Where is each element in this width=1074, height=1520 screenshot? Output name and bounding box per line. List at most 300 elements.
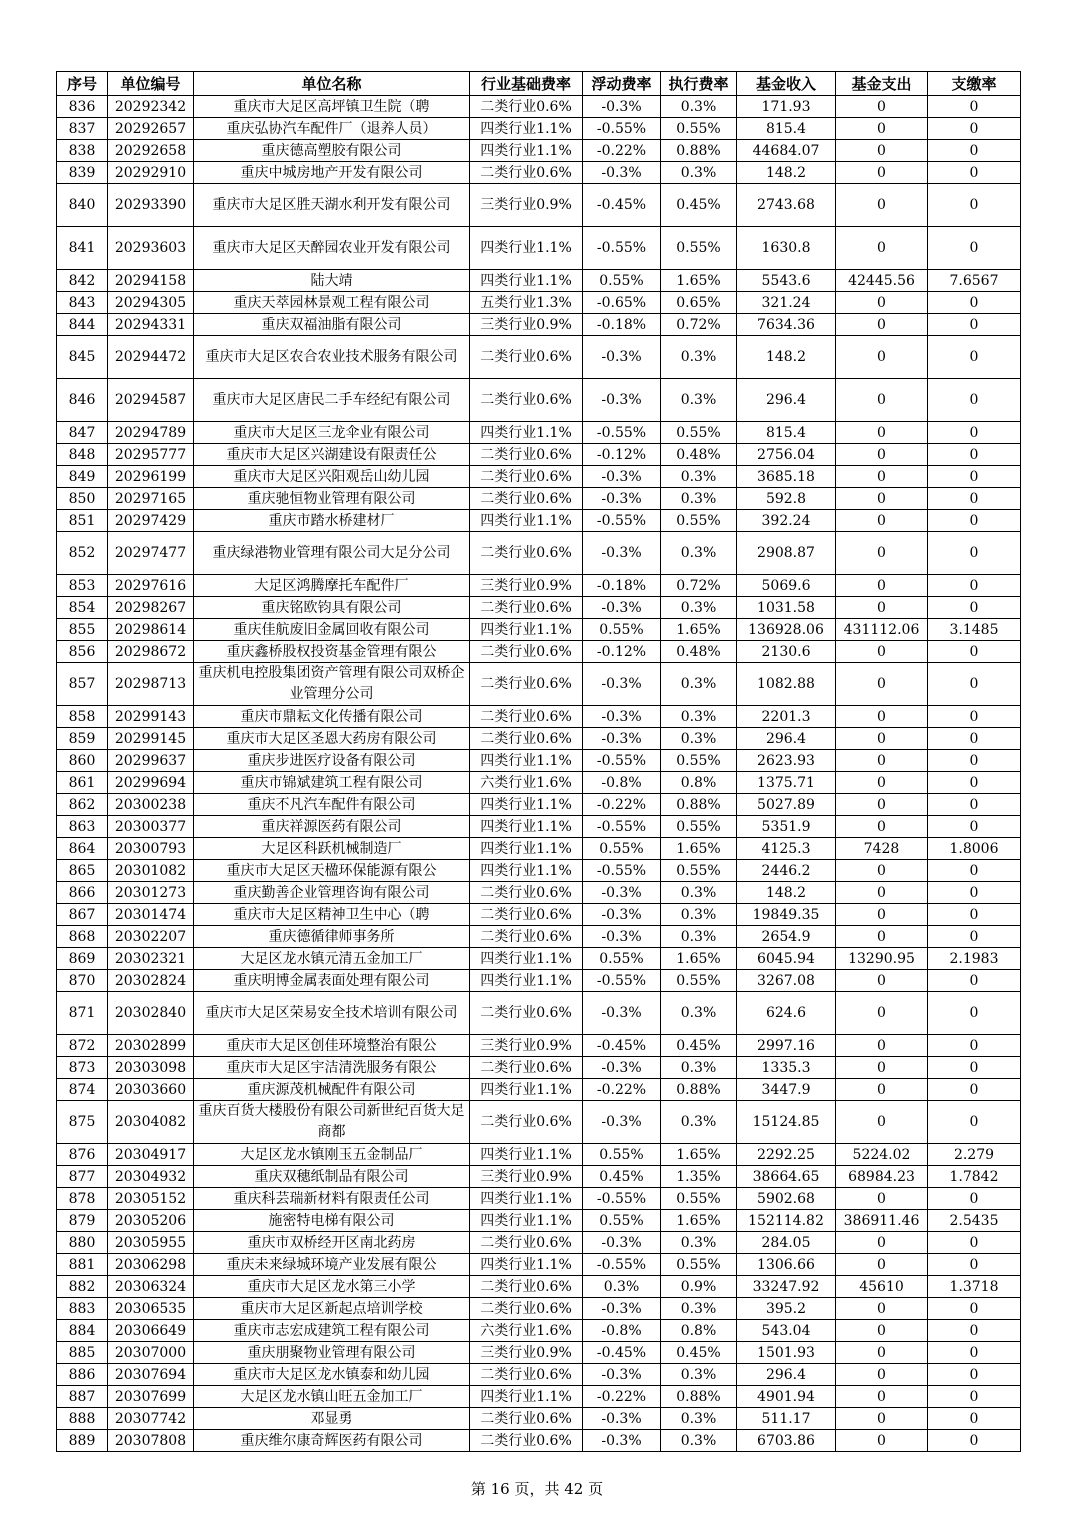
cell-base-rate: 二类行业0.6%: [470, 96, 583, 118]
cell-float-rate: 0.55%: [583, 1144, 661, 1166]
cell-base-rate: 二类行业0.6%: [470, 336, 583, 379]
cell-unit-code: 20306649: [108, 1320, 194, 1342]
cell-seq: 864: [57, 838, 108, 860]
cell-unit-code: 20302321: [108, 948, 194, 970]
cell-float-rate: 0.45%: [583, 1166, 661, 1188]
cell-base-rate: 四类行业1.1%: [470, 227, 583, 270]
cell-payout-ratio: 0: [928, 227, 1021, 270]
cell-exec-rate: 0.3%: [661, 992, 737, 1035]
cell-base-rate: 三类行业0.9%: [470, 314, 583, 336]
cell-unit-code: 20305206: [108, 1210, 194, 1232]
table-row: [57, 96, 1021, 118]
table-row: [57, 728, 1021, 750]
table-row: [57, 860, 1021, 882]
cell-base-rate: 二类行业0.6%: [470, 1276, 583, 1298]
cell-unit-code: 20301082: [108, 860, 194, 882]
cell-base-rate: 四类行业1.1%: [470, 1386, 583, 1408]
cell-seq: 846: [57, 379, 108, 422]
cell-payout-ratio: 0: [928, 510, 1021, 532]
cell-exec-rate: 0.3%: [661, 1101, 737, 1144]
cell-fund-expense: 0: [836, 162, 928, 184]
cell-unit-name: 重庆百货大楼股份有限公司新世纪百货大足商都: [194, 1101, 470, 1144]
cell-seq: 855: [57, 619, 108, 641]
cell-unit-code: 20297616: [108, 575, 194, 597]
cell-seq: 861: [57, 772, 108, 794]
cell-seq: 886: [57, 1364, 108, 1386]
cell-seq: 839: [57, 162, 108, 184]
cell-unit-code: 20302824: [108, 970, 194, 992]
cell-unit-name: 重庆源茂机械配件有限公司: [194, 1079, 470, 1101]
cell-base-rate: 二类行业0.6%: [470, 1101, 583, 1144]
cell-base-rate: 四类行业1.1%: [470, 750, 583, 772]
table-row: [57, 948, 1021, 970]
cell-seq: 854: [57, 597, 108, 619]
cell-payout-ratio: 0: [928, 1057, 1021, 1079]
cell-base-rate: 四类行业1.1%: [470, 1144, 583, 1166]
cell-payout-ratio: 0: [928, 292, 1021, 314]
cell-float-rate: -0.22%: [583, 1386, 661, 1408]
cell-unit-name: 重庆祥源医药有限公司: [194, 816, 470, 838]
cell-payout-ratio: 0: [928, 1232, 1021, 1254]
table-row: [57, 118, 1021, 140]
header-unit-name: 单位名称: [194, 72, 470, 96]
cell-seq: 873: [57, 1057, 108, 1079]
cell-fund-income: 19849.35: [737, 904, 836, 926]
cell-fund-income: 6703.86: [737, 1430, 836, 1452]
cell-fund-expense: 0: [836, 1298, 928, 1320]
table-row: [57, 422, 1021, 444]
cell-fund-income: 296.4: [737, 1364, 836, 1386]
cell-float-rate: -0.3%: [583, 488, 661, 510]
cell-payout-ratio: 0: [928, 1320, 1021, 1342]
cell-fund-income: 2292.25: [737, 1144, 836, 1166]
cell-payout-ratio: 2.5435: [928, 1210, 1021, 1232]
cell-seq: 869: [57, 948, 108, 970]
cell-exec-rate: 0.45%: [661, 184, 737, 227]
cell-float-rate: -0.3%: [583, 336, 661, 379]
cell-seq: 888: [57, 1408, 108, 1430]
cell-fund-income: 5902.68: [737, 1188, 836, 1210]
cell-payout-ratio: 0: [928, 96, 1021, 118]
table-row: [57, 641, 1021, 663]
cell-unit-name: 重庆市双桥经开区南北药房: [194, 1232, 470, 1254]
cell-seq: 858: [57, 706, 108, 728]
cell-unit-code: 20300377: [108, 816, 194, 838]
cell-exec-rate: 1.35%: [661, 1166, 737, 1188]
cell-fund-income: 5069.6: [737, 575, 836, 597]
cell-base-rate: 二类行业0.6%: [470, 379, 583, 422]
cell-exec-rate: 0.3%: [661, 488, 737, 510]
cell-fund-expense: 0: [836, 314, 928, 336]
table-row: [57, 1276, 1021, 1298]
cell-unit-code: 20306535: [108, 1298, 194, 1320]
cell-unit-name: 重庆市志宏成建筑工程有限公司: [194, 1320, 470, 1342]
cell-unit-code: 20295777: [108, 444, 194, 466]
cell-float-rate: -0.55%: [583, 816, 661, 838]
cell-seq: 879: [57, 1210, 108, 1232]
cell-seq: 837: [57, 118, 108, 140]
cell-float-rate: -0.45%: [583, 184, 661, 227]
cell-fund-income: 815.4: [737, 422, 836, 444]
cell-base-rate: 二类行业0.6%: [470, 1408, 583, 1430]
cell-fund-income: 5027.89: [737, 794, 836, 816]
cell-fund-expense: 0: [836, 904, 928, 926]
cell-fund-expense: 0: [836, 992, 928, 1035]
cell-fund-expense: 0: [836, 1057, 928, 1079]
cell-unit-code: 20302899: [108, 1035, 194, 1057]
cell-payout-ratio: 1.7842: [928, 1166, 1021, 1188]
cell-fund-expense: 7428: [836, 838, 928, 860]
cell-exec-rate: 0.48%: [661, 444, 737, 466]
cell-exec-rate: 0.88%: [661, 1079, 737, 1101]
cell-unit-name: 重庆市鼎耘文化传播有限公司: [194, 706, 470, 728]
header-float-rate: 浮动费率: [583, 72, 661, 96]
cell-float-rate: -0.55%: [583, 1188, 661, 1210]
cell-fund-income: 2756.04: [737, 444, 836, 466]
cell-unit-code: 20292657: [108, 118, 194, 140]
cell-seq: 836: [57, 96, 108, 118]
table-row: [57, 162, 1021, 184]
cell-unit-name: 大足区鸿腾摩托车配件厂: [194, 575, 470, 597]
cell-unit-code: 20297477: [108, 532, 194, 575]
cell-unit-code: 20298267: [108, 597, 194, 619]
cell-unit-code: 20306324: [108, 1276, 194, 1298]
cell-unit-name: 重庆明博金属表面处理有限公司: [194, 970, 470, 992]
cell-payout-ratio: 0: [928, 444, 1021, 466]
cell-unit-name: 大足区龙水镇刚玉五金制品厂: [194, 1144, 470, 1166]
cell-fund-expense: 0: [836, 510, 928, 532]
cell-base-rate: 四类行业1.1%: [470, 422, 583, 444]
cell-base-rate: 二类行业0.6%: [470, 641, 583, 663]
cell-float-rate: 0.55%: [583, 270, 661, 292]
cell-unit-code: 20307808: [108, 1430, 194, 1452]
cell-exec-rate: 0.55%: [661, 1188, 737, 1210]
cell-payout-ratio: 0: [928, 118, 1021, 140]
cell-seq: 867: [57, 904, 108, 926]
cell-fund-expense: 0: [836, 728, 928, 750]
cell-base-rate: 二类行业0.6%: [470, 926, 583, 948]
cell-base-rate: 二类行业0.6%: [470, 466, 583, 488]
cell-float-rate: -0.55%: [583, 970, 661, 992]
cell-seq: 863: [57, 816, 108, 838]
cell-fund-income: 395.2: [737, 1298, 836, 1320]
cell-float-rate: -0.3%: [583, 466, 661, 488]
cell-payout-ratio: 0: [928, 1386, 1021, 1408]
cell-base-rate: 三类行业0.9%: [470, 1035, 583, 1057]
cell-fund-expense: 0: [836, 1254, 928, 1276]
cell-base-rate: 六类行业1.6%: [470, 1320, 583, 1342]
cell-base-rate: 三类行业0.9%: [470, 1166, 583, 1188]
cell-unit-name: 重庆市大足区天醉园农业开发有限公司: [194, 227, 470, 270]
cell-fund-income: 815.4: [737, 118, 836, 140]
cell-float-rate: -0.3%: [583, 926, 661, 948]
cell-float-rate: -0.3%: [583, 1408, 661, 1430]
cell-exec-rate: 0.55%: [661, 816, 737, 838]
cell-float-rate: -0.3%: [583, 1430, 661, 1452]
cell-base-rate: 二类行业0.6%: [470, 532, 583, 575]
cell-unit-name: 重庆市大足区农合农业技术服务有限公司: [194, 336, 470, 379]
cell-fund-expense: 386911.46: [836, 1210, 928, 1232]
cell-payout-ratio: 0: [928, 728, 1021, 750]
table-row: [57, 575, 1021, 597]
cell-float-rate: -0.3%: [583, 882, 661, 904]
table-row: [57, 619, 1021, 641]
cell-exec-rate: 0.88%: [661, 140, 737, 162]
cell-fund-income: 3267.08: [737, 970, 836, 992]
cell-base-rate: 四类行业1.1%: [470, 970, 583, 992]
cell-payout-ratio: 2.279: [928, 1144, 1021, 1166]
cell-fund-income: 136928.06: [737, 619, 836, 641]
cell-unit-code: 20299145: [108, 728, 194, 750]
cell-payout-ratio: 0: [928, 1101, 1021, 1144]
cell-exec-rate: 0.45%: [661, 1035, 737, 1057]
cell-seq: 842: [57, 270, 108, 292]
cell-seq: 877: [57, 1166, 108, 1188]
cell-fund-expense: 0: [836, 575, 928, 597]
cell-unit-name: 重庆市锦斌建筑工程有限公司: [194, 772, 470, 794]
cell-unit-code: 20294331: [108, 314, 194, 336]
cell-unit-code: 20304932: [108, 1166, 194, 1188]
cell-unit-name: 邓显勇: [194, 1408, 470, 1430]
cell-base-rate: 四类行业1.1%: [470, 816, 583, 838]
cell-unit-code: 20304082: [108, 1101, 194, 1144]
cell-exec-rate: 1.65%: [661, 1144, 737, 1166]
cell-unit-name: 重庆市大足区兴湖建设有限责任公: [194, 444, 470, 466]
table-row: [57, 532, 1021, 575]
cell-fund-income: 5543.6: [737, 270, 836, 292]
cell-payout-ratio: 1.8006: [928, 838, 1021, 860]
cell-float-rate: -0.55%: [583, 422, 661, 444]
cell-seq: 872: [57, 1035, 108, 1057]
cell-unit-name: 重庆绿港物业管理有限公司大足分公司: [194, 532, 470, 575]
cell-payout-ratio: 0: [928, 926, 1021, 948]
cell-unit-code: 20305152: [108, 1188, 194, 1210]
cell-unit-code: 20301273: [108, 882, 194, 904]
cell-payout-ratio: 0: [928, 162, 1021, 184]
cell-float-rate: -0.55%: [583, 118, 661, 140]
cell-exec-rate: 0.3%: [661, 1057, 737, 1079]
cell-fund-expense: 42445.56: [836, 270, 928, 292]
header-payout-ratio: 支缴率: [928, 72, 1021, 96]
cell-float-rate: -0.3%: [583, 96, 661, 118]
cell-fund-expense: 0: [836, 1035, 928, 1057]
cell-exec-rate: 0.3%: [661, 532, 737, 575]
cell-exec-rate: 0.3%: [661, 663, 737, 706]
cell-unit-name: 重庆维尔康奇辉医药有限公司: [194, 1430, 470, 1452]
cell-float-rate: -0.22%: [583, 140, 661, 162]
cell-payout-ratio: 0: [928, 1430, 1021, 1452]
table-row: [57, 510, 1021, 532]
cell-fund-expense: 0: [836, 794, 928, 816]
header-seq: 序号: [57, 72, 108, 96]
cell-fund-expense: 0: [836, 706, 928, 728]
table-row: [57, 1364, 1021, 1386]
cell-unit-code: 20294472: [108, 336, 194, 379]
cell-float-rate: -0.22%: [583, 794, 661, 816]
cell-exec-rate: 1.65%: [661, 1210, 737, 1232]
cell-base-rate: 二类行业0.6%: [470, 1057, 583, 1079]
table-row: [57, 992, 1021, 1035]
cell-exec-rate: 0.3%: [661, 1430, 737, 1452]
cell-unit-name: 重庆天萃园林景观工程有限公司: [194, 292, 470, 314]
cell-fund-income: 392.24: [737, 510, 836, 532]
cell-base-rate: 四类行业1.1%: [470, 118, 583, 140]
cell-payout-ratio: 0: [928, 1035, 1021, 1057]
cell-unit-name: 重庆市大足区龙水第三小学: [194, 1276, 470, 1298]
cell-unit-code: 20298672: [108, 641, 194, 663]
cell-fund-income: 1335.3: [737, 1057, 836, 1079]
cell-seq: 859: [57, 728, 108, 750]
cell-fund-expense: 0: [836, 772, 928, 794]
cell-unit-code: 20302840: [108, 992, 194, 1035]
cell-base-rate: 二类行业0.6%: [470, 1232, 583, 1254]
cell-base-rate: 六类行业1.6%: [470, 772, 583, 794]
cell-unit-code: 20298713: [108, 663, 194, 706]
cell-fund-income: 4901.94: [737, 1386, 836, 1408]
cell-unit-code: 20294305: [108, 292, 194, 314]
cell-unit-name: 重庆科芸瑞新材料有限责任公司: [194, 1188, 470, 1210]
cell-base-rate: 四类行业1.1%: [470, 270, 583, 292]
cell-fund-income: 171.93: [737, 96, 836, 118]
cell-fund-expense: 0: [836, 140, 928, 162]
cell-exec-rate: 0.9%: [661, 1276, 737, 1298]
cell-base-rate: 二类行业0.6%: [470, 882, 583, 904]
cell-exec-rate: 0.55%: [661, 422, 737, 444]
header-fund-expense: 基金支出: [836, 72, 928, 96]
cell-exec-rate: 0.55%: [661, 118, 737, 140]
cell-exec-rate: 1.65%: [661, 270, 737, 292]
cell-fund-income: 2201.3: [737, 706, 836, 728]
cell-fund-income: 296.4: [737, 379, 836, 422]
cell-exec-rate: 0.65%: [661, 292, 737, 314]
cell-fund-expense: 0: [836, 1364, 928, 1386]
table-row: [57, 184, 1021, 227]
header-base-rate: 行业基础费率: [470, 72, 583, 96]
cell-seq: 876: [57, 1144, 108, 1166]
cell-exec-rate: 0.72%: [661, 314, 737, 336]
cell-seq: 849: [57, 466, 108, 488]
table-row: [57, 1408, 1021, 1430]
cell-seq: 847: [57, 422, 108, 444]
cell-unit-code: 20292342: [108, 96, 194, 118]
cell-fund-expense: 0: [836, 1232, 928, 1254]
table-row: [57, 816, 1021, 838]
cell-unit-name: 重庆佳航废旧金属回收有限公司: [194, 619, 470, 641]
cell-unit-name: 大足区龙水镇元清五金加工厂: [194, 948, 470, 970]
cell-exec-rate: 0.3%: [661, 728, 737, 750]
cell-seq: 848: [57, 444, 108, 466]
cell-fund-income: 1375.71: [737, 772, 836, 794]
cell-unit-name: 重庆市大足区龙水镇泰和幼儿园: [194, 1364, 470, 1386]
cell-seq: 843: [57, 292, 108, 314]
cell-seq: 838: [57, 140, 108, 162]
cell-unit-code: 20302207: [108, 926, 194, 948]
cell-fund-expense: 0: [836, 860, 928, 882]
cell-exec-rate: 0.45%: [661, 1342, 737, 1364]
cell-fund-income: 1630.8: [737, 227, 836, 270]
cell-seq: 860: [57, 750, 108, 772]
cell-fund-expense: 45610: [836, 1276, 928, 1298]
cell-seq: 862: [57, 794, 108, 816]
cell-fund-expense: 0: [836, 488, 928, 510]
cell-float-rate: -0.3%: [583, 1232, 661, 1254]
cell-unit-name: 重庆勤善企业管理咨询有限公司: [194, 882, 470, 904]
table-row: [57, 1320, 1021, 1342]
cell-float-rate: 0.55%: [583, 948, 661, 970]
table-row: [57, 1232, 1021, 1254]
cell-fund-expense: 5224.02: [836, 1144, 928, 1166]
cell-unit-name: 大足区科跃机械制造厂: [194, 838, 470, 860]
cell-exec-rate: 0.3%: [661, 882, 737, 904]
cell-float-rate: -0.3%: [583, 1364, 661, 1386]
cell-fund-expense: 0: [836, 641, 928, 663]
cell-float-rate: -0.55%: [583, 860, 661, 882]
cell-float-rate: -0.45%: [583, 1035, 661, 1057]
cell-seq: 841: [57, 227, 108, 270]
table-row: [57, 794, 1021, 816]
cell-fund-income: 1501.93: [737, 1342, 836, 1364]
cell-float-rate: -0.18%: [583, 575, 661, 597]
cell-payout-ratio: 0: [928, 466, 1021, 488]
cell-float-rate: 0.55%: [583, 1210, 661, 1232]
cell-fund-expense: 13290.95: [836, 948, 928, 970]
cell-fund-income: 44684.07: [737, 140, 836, 162]
cell-exec-rate: 0.88%: [661, 794, 737, 816]
cell-unit-code: 20298614: [108, 619, 194, 641]
cell-unit-code: 20300238: [108, 794, 194, 816]
cell-seq: 850: [57, 488, 108, 510]
cell-seq: 884: [57, 1320, 108, 1342]
cell-unit-code: 20301474: [108, 904, 194, 926]
cell-fund-income: 5351.9: [737, 816, 836, 838]
cell-base-rate: 二类行业0.6%: [470, 1364, 583, 1386]
cell-unit-name: 重庆市大足区胜天湖水利开发有限公司: [194, 184, 470, 227]
cell-float-rate: -0.3%: [583, 532, 661, 575]
cell-payout-ratio: 0: [928, 882, 1021, 904]
cell-float-rate: -0.12%: [583, 641, 661, 663]
cell-payout-ratio: 0: [928, 663, 1021, 706]
cell-payout-ratio: 0: [928, 706, 1021, 728]
cell-base-rate: 二类行业0.6%: [470, 444, 583, 466]
cell-unit-name: 重庆市大足区唐民二手车经纪有限公司: [194, 379, 470, 422]
cell-unit-name: 重庆双福油脂有限公司: [194, 314, 470, 336]
cell-seq: 844: [57, 314, 108, 336]
table-row: [57, 1166, 1021, 1188]
cell-fund-income: 624.6: [737, 992, 836, 1035]
cell-float-rate: -0.3%: [583, 992, 661, 1035]
cell-fund-expense: 0: [836, 926, 928, 948]
table-row: [57, 1386, 1021, 1408]
cell-exec-rate: 0.55%: [661, 227, 737, 270]
cell-unit-name: 重庆不凡汽车配件有限公司: [194, 794, 470, 816]
cell-fund-income: 2623.93: [737, 750, 836, 772]
cell-fund-expense: 0: [836, 1079, 928, 1101]
cell-base-rate: 四类行业1.1%: [470, 794, 583, 816]
cell-payout-ratio: 0: [928, 1364, 1021, 1386]
cell-unit-name: 重庆弘协汽车配件厂（退养人员）: [194, 118, 470, 140]
cell-payout-ratio: 0: [928, 1408, 1021, 1430]
table-row: [57, 1101, 1021, 1144]
table-row: [57, 336, 1021, 379]
cell-float-rate: -0.65%: [583, 292, 661, 314]
cell-seq: 866: [57, 882, 108, 904]
table-row: [57, 926, 1021, 948]
cell-fund-expense: 0: [836, 96, 928, 118]
cell-unit-code: 20300793: [108, 838, 194, 860]
cell-base-rate: 四类行业1.1%: [470, 948, 583, 970]
table-row: [57, 1144, 1021, 1166]
cell-seq: 856: [57, 641, 108, 663]
